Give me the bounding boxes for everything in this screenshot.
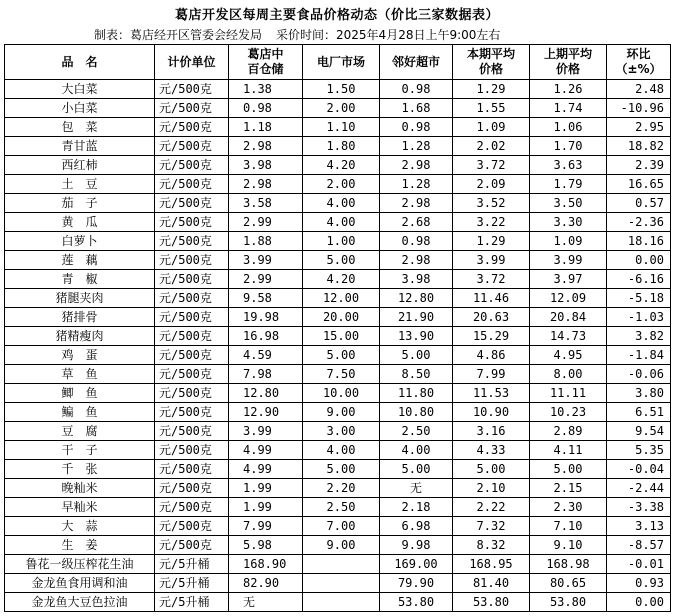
avg-this-price: 1.09 xyxy=(453,118,530,137)
item-name: 莲 藕 xyxy=(5,251,155,270)
store3-price: 2.98 xyxy=(380,251,453,270)
unit-cell: 元/500克 xyxy=(155,308,229,327)
store1-price: 1.99 xyxy=(229,479,303,498)
change-percent: -2.44 xyxy=(607,479,671,498)
avg-last-price: 2.89 xyxy=(530,422,607,441)
table-row xyxy=(5,574,671,593)
header-store2: 电厂市场 xyxy=(303,45,380,80)
unit-cell: 元/500克 xyxy=(155,232,229,251)
change-percent: -10.96 xyxy=(607,99,671,118)
item-name: 豆 腐 xyxy=(5,422,155,441)
change-percent: 0.00 xyxy=(607,593,671,612)
store2-price: 15.00 xyxy=(303,327,380,346)
avg-last-price: 3.50 xyxy=(530,194,607,213)
change-percent: 2.39 xyxy=(607,156,671,175)
store1-price: 12.90 xyxy=(229,403,303,422)
store1-price: 2.98 xyxy=(229,137,303,156)
store2-price: 9.00 xyxy=(303,536,380,555)
store3-price: 9.98 xyxy=(380,536,453,555)
store2-price: 7.50 xyxy=(303,365,380,384)
avg-last-price: 53.80 xyxy=(530,593,607,612)
avg-last-price: 8.00 xyxy=(530,365,607,384)
store2-price: 4.00 xyxy=(303,441,380,460)
avg-this-price: 3.52 xyxy=(453,194,530,213)
table-row xyxy=(5,118,671,137)
table-row xyxy=(5,137,671,156)
store2-price: 1.10 xyxy=(303,118,380,137)
store3-price: 2.68 xyxy=(380,213,453,232)
store2-price: 4.20 xyxy=(303,270,380,289)
item-name: 金龙鱼大豆色拉油 xyxy=(5,593,155,612)
unit-cell: 元/500克 xyxy=(155,137,229,156)
store2-price: 20.00 xyxy=(303,308,380,327)
avg-this-price: 2.10 xyxy=(453,479,530,498)
item-name: 鲫 鱼 xyxy=(5,384,155,403)
item-name: 金龙鱼食用调和油 xyxy=(5,574,155,593)
unit-cell: 元/500克 xyxy=(155,517,229,536)
store3-price: 11.80 xyxy=(380,384,453,403)
unit-cell: 元/500克 xyxy=(155,536,229,555)
avg-this-price: 8.32 xyxy=(453,536,530,555)
store1-price: 4.99 xyxy=(229,441,303,460)
avg-last-price: 1.74 xyxy=(530,99,607,118)
table-row xyxy=(5,270,671,289)
change-percent: -3.38 xyxy=(607,498,671,517)
avg-this-price: 2.02 xyxy=(453,137,530,156)
maker-label: 制表：葛店经开区管委会经发局 xyxy=(94,28,263,42)
item-name: 大白菜 xyxy=(5,80,155,99)
unit-cell: 元/500克 xyxy=(155,80,229,99)
table-row xyxy=(5,422,671,441)
avg-last-price: 1.26 xyxy=(530,80,607,99)
store3-price: 1.28 xyxy=(380,137,453,156)
store3-price: 21.90 xyxy=(380,308,453,327)
item-name: 晚籼米 xyxy=(5,479,155,498)
avg-last-price: 7.10 xyxy=(530,517,607,536)
store2-price: 10.00 xyxy=(303,384,380,403)
store2-price: 2.00 xyxy=(303,99,380,118)
store1-price: 9.58 xyxy=(229,289,303,308)
store2-price: 3.00 xyxy=(303,422,380,441)
item-name: 鲁花一级压榨花生油 xyxy=(5,555,155,574)
avg-this-price: 1.55 xyxy=(453,99,530,118)
table-row xyxy=(5,555,671,574)
store2-price xyxy=(303,555,380,574)
store2-price: 5.00 xyxy=(303,460,380,479)
table-row xyxy=(5,80,671,99)
header-unit: 计价单位 xyxy=(155,45,229,80)
avg-last-price: 1.79 xyxy=(530,175,607,194)
unit-cell: 元/5升桶 xyxy=(155,593,229,612)
table-row xyxy=(5,251,671,270)
avg-this-price: 20.63 xyxy=(453,308,530,327)
avg-this-price: 2.09 xyxy=(453,175,530,194)
avg-last-price: 3.97 xyxy=(530,270,607,289)
store3-price: 1.28 xyxy=(380,175,453,194)
avg-this-price: 3.72 xyxy=(453,270,530,289)
item-name: 大 蒜 xyxy=(5,517,155,536)
store2-price: 2.20 xyxy=(303,479,380,498)
table-row xyxy=(5,346,671,365)
avg-last-price: 12.09 xyxy=(530,289,607,308)
item-name: 猪精瘦肉 xyxy=(5,327,155,346)
store3-price: 79.90 xyxy=(380,574,453,593)
avg-last-price: 14.73 xyxy=(530,327,607,346)
unit-cell: 元/500克 xyxy=(155,213,229,232)
header-avg-this: 本期平均 价格 xyxy=(453,45,530,80)
change-percent: -0.06 xyxy=(607,365,671,384)
table-row xyxy=(5,403,671,422)
header-name: 品 名 xyxy=(5,45,155,80)
avg-this-price: 4.33 xyxy=(453,441,530,460)
store3-price: 12.80 xyxy=(380,289,453,308)
price-sheet xyxy=(4,6,670,612)
change-percent: 3.13 xyxy=(607,517,671,536)
unit-cell: 元/500克 xyxy=(155,384,229,403)
table-row xyxy=(5,517,671,536)
item-name: 青甘蓝 xyxy=(5,137,155,156)
store2-price: 1.00 xyxy=(303,232,380,251)
store3-price: 0.98 xyxy=(380,80,453,99)
store2-price: 2.00 xyxy=(303,175,380,194)
avg-this-price: 7.32 xyxy=(453,517,530,536)
store3-price: 2.98 xyxy=(380,156,453,175)
store1-price: 4.99 xyxy=(229,460,303,479)
unit-cell: 元/500克 xyxy=(155,118,229,137)
header-avg-last: 上期平均 价格 xyxy=(530,45,607,80)
unit-cell: 元/500克 xyxy=(155,346,229,365)
change-percent: 3.80 xyxy=(607,384,671,403)
change-percent: 2.95 xyxy=(607,118,671,137)
header-row xyxy=(5,45,671,80)
table-row xyxy=(5,194,671,213)
unit-cell: 元/500克 xyxy=(155,403,229,422)
avg-last-price: 20.84 xyxy=(530,308,607,327)
table-row xyxy=(5,593,671,612)
avg-this-price: 5.00 xyxy=(453,460,530,479)
store1-price: 1.18 xyxy=(229,118,303,137)
store3-price: 5.00 xyxy=(380,460,453,479)
avg-last-price: 1.06 xyxy=(530,118,607,137)
store1-price: 2.99 xyxy=(229,213,303,232)
store1-price: 7.98 xyxy=(229,365,303,384)
change-percent: 6.51 xyxy=(607,403,671,422)
store1-price: 12.80 xyxy=(229,384,303,403)
avg-this-price: 3.22 xyxy=(453,213,530,232)
store1-price: 1.88 xyxy=(229,232,303,251)
header-change: 环比 （±%） xyxy=(607,45,671,80)
change-percent: 9.54 xyxy=(607,422,671,441)
store2-price: 1.50 xyxy=(303,80,380,99)
store1-price: 4.59 xyxy=(229,346,303,365)
table-row xyxy=(5,441,671,460)
table-row xyxy=(5,232,671,251)
store3-price: 2.18 xyxy=(380,498,453,517)
collection-time: 采价时间：2025年4月28日上午9:00左右 xyxy=(276,28,501,42)
store2-price: 4.00 xyxy=(303,194,380,213)
avg-last-price: 3.99 xyxy=(530,251,607,270)
unit-cell: 元/500克 xyxy=(155,289,229,308)
item-name: 白萝卜 xyxy=(5,232,155,251)
avg-this-price: 4.86 xyxy=(453,346,530,365)
avg-last-price: 2.30 xyxy=(530,498,607,517)
item-name: 鳊 鱼 xyxy=(5,403,155,422)
unit-cell: 元/500克 xyxy=(155,194,229,213)
avg-last-price: 4.11 xyxy=(530,441,607,460)
store1-price: 3.99 xyxy=(229,422,303,441)
store3-price: 0.98 xyxy=(380,232,453,251)
unit-cell: 元/500克 xyxy=(155,175,229,194)
store1-price: 1.99 xyxy=(229,498,303,517)
store1-price: 无 xyxy=(229,593,303,612)
store1-price: 16.98 xyxy=(229,327,303,346)
change-percent: -6.16 xyxy=(607,270,671,289)
change-percent: 0.57 xyxy=(607,194,671,213)
change-percent: -1.84 xyxy=(607,346,671,365)
store1-price: 168.90 xyxy=(229,555,303,574)
item-name: 小白菜 xyxy=(5,99,155,118)
avg-last-price: 168.98 xyxy=(530,555,607,574)
sheet-title: 葛店开发区每周主要食品价格动态（价比三家数据表） xyxy=(174,8,499,23)
unit-cell: 元/500克 xyxy=(155,460,229,479)
change-percent: 18.16 xyxy=(607,232,671,251)
store3-price: 无 xyxy=(380,479,453,498)
avg-last-price: 1.70 xyxy=(530,137,607,156)
unit-cell: 元/500克 xyxy=(155,422,229,441)
item-name: 猪排骨 xyxy=(5,308,155,327)
store3-price: 53.80 xyxy=(380,593,453,612)
unit-cell: 元/500克 xyxy=(155,441,229,460)
change-percent: 0.00 xyxy=(607,251,671,270)
unit-cell: 元/5升桶 xyxy=(155,574,229,593)
avg-last-price: 5.00 xyxy=(530,460,607,479)
store3-price: 6.98 xyxy=(380,517,453,536)
unit-cell: 元/500克 xyxy=(155,327,229,346)
table-row xyxy=(5,384,671,403)
avg-this-price: 3.16 xyxy=(453,422,530,441)
table-row xyxy=(5,213,671,232)
unit-cell: 元/500克 xyxy=(155,365,229,384)
store3-price: 1.68 xyxy=(380,99,453,118)
store2-price: 12.00 xyxy=(303,289,380,308)
unit-cell: 元/500克 xyxy=(155,156,229,175)
item-name: 包 菜 xyxy=(5,118,155,137)
store3-price: 5.00 xyxy=(380,346,453,365)
store2-price: 9.00 xyxy=(303,403,380,422)
store2-price: 1.80 xyxy=(303,137,380,156)
avg-this-price: 53.80 xyxy=(453,593,530,612)
table-row xyxy=(5,479,671,498)
change-percent: -0.04 xyxy=(607,460,671,479)
change-percent: 2.48 xyxy=(607,80,671,99)
item-name: 生 姜 xyxy=(5,536,155,555)
header-store1: 葛店中 百仓储 xyxy=(229,45,303,80)
avg-last-price: 11.11 xyxy=(530,384,607,403)
store2-price: 7.00 xyxy=(303,517,380,536)
store1-price: 2.98 xyxy=(229,175,303,194)
item-name: 千 张 xyxy=(5,460,155,479)
table-row xyxy=(5,460,671,479)
store1-price: 3.99 xyxy=(229,251,303,270)
change-percent: -5.18 xyxy=(607,289,671,308)
store2-price: 5.00 xyxy=(303,251,380,270)
avg-this-price: 11.53 xyxy=(453,384,530,403)
item-name: 土 豆 xyxy=(5,175,155,194)
store1-price: 7.99 xyxy=(229,517,303,536)
change-percent: -2.36 xyxy=(607,213,671,232)
avg-last-price: 2.15 xyxy=(530,479,607,498)
store3-price: 13.90 xyxy=(380,327,453,346)
avg-this-price: 168.95 xyxy=(453,555,530,574)
store1-price: 1.38 xyxy=(229,80,303,99)
table-row xyxy=(5,365,671,384)
store3-price: 2.98 xyxy=(380,194,453,213)
unit-cell: 元/500克 xyxy=(155,251,229,270)
avg-this-price: 81.40 xyxy=(453,574,530,593)
store1-price: 19.98 xyxy=(229,308,303,327)
table-row xyxy=(5,327,671,346)
avg-this-price: 1.29 xyxy=(453,232,530,251)
table-row xyxy=(5,99,671,118)
unit-cell: 元/500克 xyxy=(155,479,229,498)
store2-price: 4.20 xyxy=(303,156,380,175)
item-name: 早籼米 xyxy=(5,498,155,517)
store3-price: 8.50 xyxy=(380,365,453,384)
store1-price: 3.98 xyxy=(229,156,303,175)
change-percent: -0.01 xyxy=(607,555,671,574)
store3-price: 2.50 xyxy=(380,422,453,441)
item-name: 青 椒 xyxy=(5,270,155,289)
unit-cell: 元/500克 xyxy=(155,498,229,517)
change-percent: 16.65 xyxy=(607,175,671,194)
header-store3: 邻好超市 xyxy=(380,45,453,80)
table-row xyxy=(5,536,671,555)
store3-price: 10.80 xyxy=(380,403,453,422)
store2-price xyxy=(303,593,380,612)
store2-price: 4.00 xyxy=(303,213,380,232)
table-body xyxy=(5,80,671,612)
store2-price xyxy=(303,574,380,593)
item-name: 干 子 xyxy=(5,441,155,460)
table-row xyxy=(5,175,671,194)
price-table xyxy=(4,44,671,612)
unit-cell: 元/5升桶 xyxy=(155,555,229,574)
change-percent: -8.57 xyxy=(607,536,671,555)
avg-last-price: 1.09 xyxy=(530,232,607,251)
store2-price: 5.00 xyxy=(303,346,380,365)
store1-price: 3.58 xyxy=(229,194,303,213)
change-percent: 5.35 xyxy=(607,441,671,460)
table-row xyxy=(5,289,671,308)
avg-this-price: 7.99 xyxy=(453,365,530,384)
avg-this-price: 3.72 xyxy=(453,156,530,175)
avg-this-price: 1.29 xyxy=(453,80,530,99)
avg-last-price: 3.30 xyxy=(530,213,607,232)
unit-cell: 元/500克 xyxy=(155,99,229,118)
table-row xyxy=(5,498,671,517)
store2-price: 2.50 xyxy=(303,498,380,517)
item-name: 黄 瓜 xyxy=(5,213,155,232)
avg-last-price: 80.65 xyxy=(530,574,607,593)
avg-last-price: 3.63 xyxy=(530,156,607,175)
avg-last-price: 9.10 xyxy=(530,536,607,555)
avg-last-price: 10.23 xyxy=(530,403,607,422)
avg-this-price: 11.46 xyxy=(453,289,530,308)
item-name: 西红柿 xyxy=(5,156,155,175)
store3-price: 0.98 xyxy=(380,118,453,137)
avg-this-price: 3.99 xyxy=(453,251,530,270)
unit-cell: 元/500克 xyxy=(155,270,229,289)
avg-last-price: 4.95 xyxy=(530,346,607,365)
store3-price: 169.00 xyxy=(380,555,453,574)
avg-this-price: 2.22 xyxy=(453,498,530,517)
store3-price: 4.00 xyxy=(380,441,453,460)
store1-price: 2.99 xyxy=(229,270,303,289)
change-percent: -1.03 xyxy=(607,308,671,327)
store3-price: 3.98 xyxy=(380,270,453,289)
store1-price: 5.98 xyxy=(229,536,303,555)
item-name: 茄 子 xyxy=(5,194,155,213)
change-percent: 18.82 xyxy=(607,137,671,156)
item-name: 草 鱼 xyxy=(5,365,155,384)
table-row xyxy=(5,308,671,327)
store1-price: 82.90 xyxy=(229,574,303,593)
item-name: 鸡 蛋 xyxy=(5,346,155,365)
table-row xyxy=(5,156,671,175)
item-name: 猪腿夹肉 xyxy=(5,289,155,308)
avg-this-price: 10.90 xyxy=(453,403,530,422)
change-percent: 3.82 xyxy=(607,327,671,346)
store1-price: 0.98 xyxy=(229,99,303,118)
change-percent: 0.93 xyxy=(607,574,671,593)
sheet-subtitle xyxy=(4,26,670,44)
avg-this-price: 15.29 xyxy=(453,327,530,346)
